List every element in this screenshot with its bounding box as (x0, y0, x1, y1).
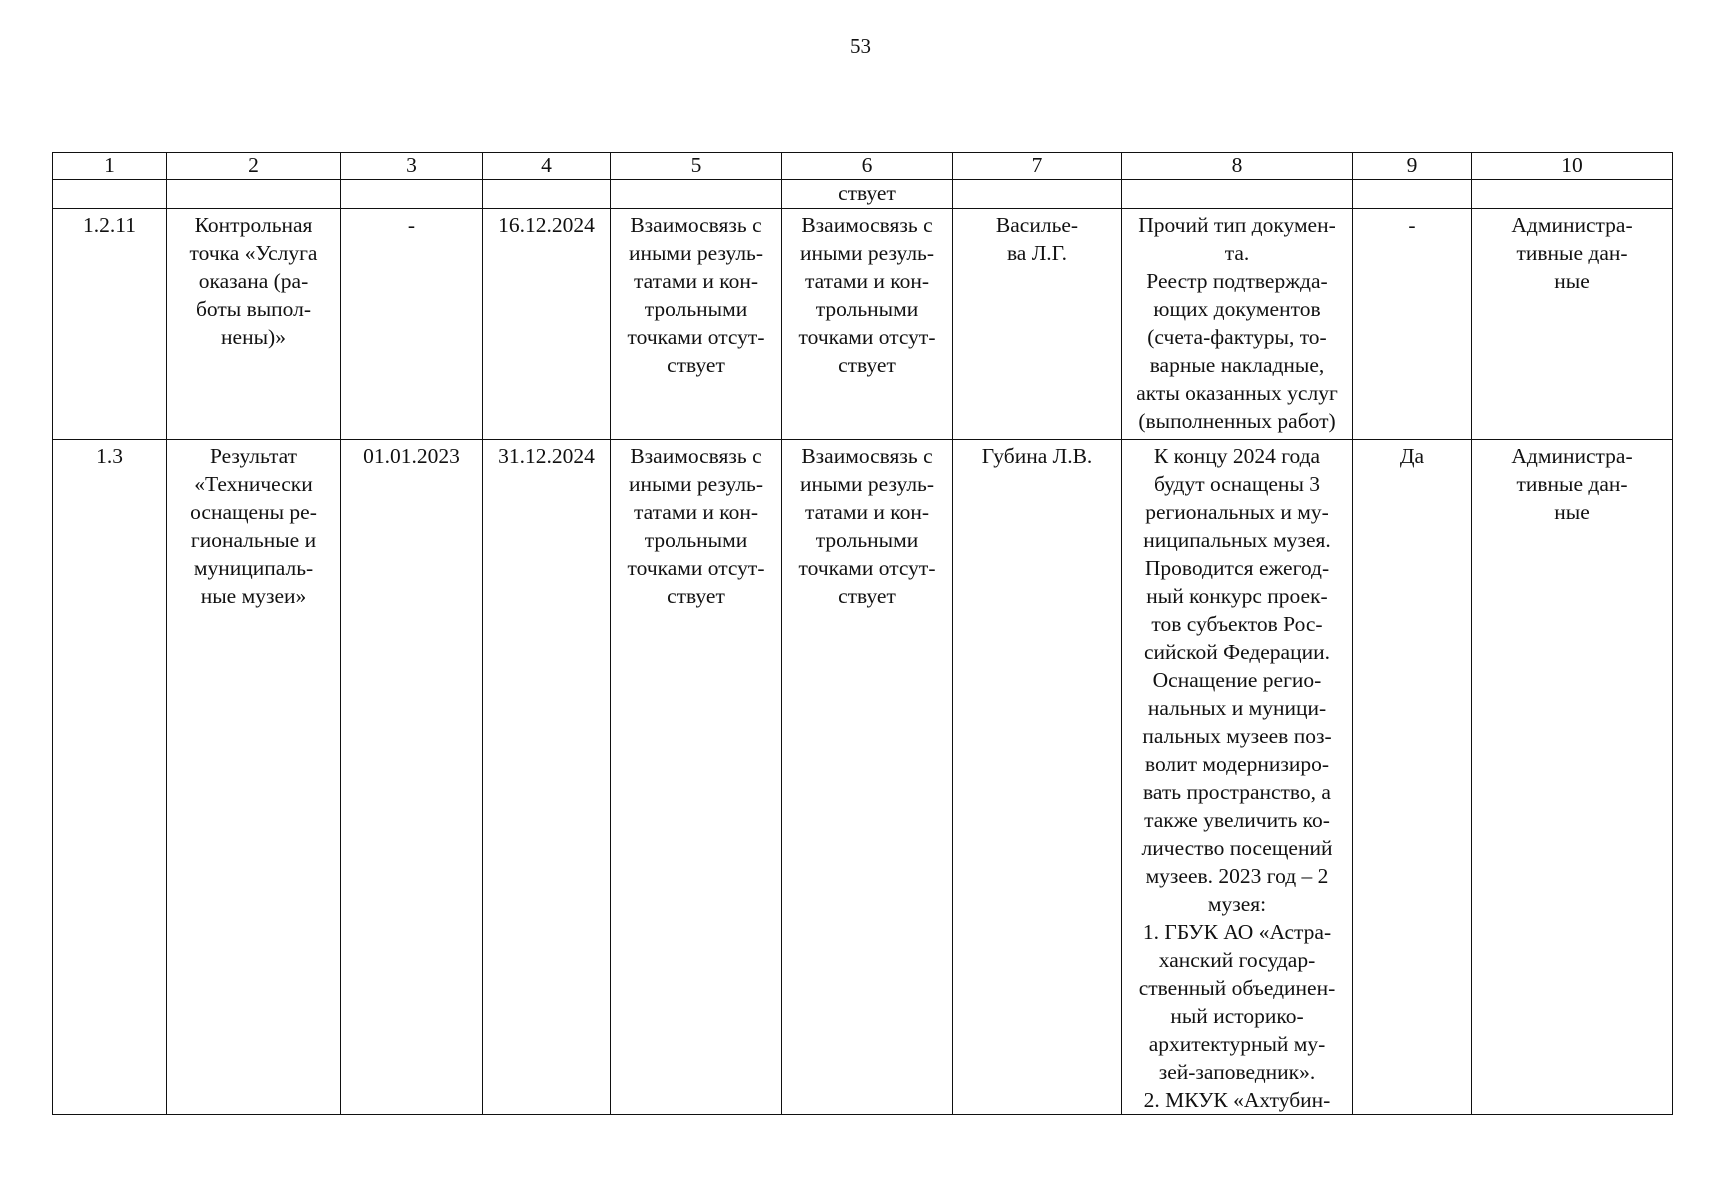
cell-text-line: точками отсут- (627, 556, 765, 580)
cell-text-line: та. (1224, 241, 1250, 265)
cell-text-line: точками отсут- (627, 325, 765, 349)
cell-text-line: тивные дан- (1516, 241, 1628, 265)
row-predecessors (611, 209, 782, 440)
cell-text-line: ниципальных музея. (1143, 528, 1331, 552)
cell-text-line: музеев. 2023 год – 2 (1145, 864, 1329, 888)
cell-text-line: боты выпол- (195, 297, 312, 321)
page-number: 53 (850, 34, 871, 58)
cell-text-line: музея: (1207, 892, 1267, 916)
cell-text-line: татами и кон- (634, 269, 758, 293)
cell-text-line: акты оказанных услуг (1136, 381, 1338, 405)
table-row (53, 209, 1673, 440)
cell (611, 180, 782, 209)
cell-text-line: Администра- (1511, 444, 1633, 468)
cell-text-line: 2. МКУК «Ахтубин- (1143, 1088, 1331, 1112)
cell-text-line: муниципаль- (193, 556, 314, 580)
row-end-date: 16.12.2024 (483, 209, 611, 440)
cell-text-line: татами и кон- (805, 500, 929, 524)
column-number-4: 4 (483, 153, 611, 180)
cell-text-line: ва Л.Г. (1006, 241, 1068, 265)
column-number-5: 5 (611, 153, 782, 180)
cell-text-line: татами и кон- (634, 500, 758, 524)
row-predecessors (611, 440, 782, 1115)
cell-text-line: волит модернизиро- (1144, 752, 1330, 776)
cell-text-line: Администра- (1511, 213, 1633, 237)
row-number: 1.3 (53, 440, 167, 1115)
cell-text-line: трольными (815, 528, 919, 552)
cell-text-line: К концу 2024 года (1153, 444, 1321, 468)
cell-text-line: Губина Л.В. (981, 444, 1093, 468)
cell-text-line: гиональные и (190, 528, 317, 552)
cell-text-line: ствует (838, 353, 896, 377)
cell-text-line: (выполненных работ) (1138, 409, 1336, 433)
cell-text-line: точка «Услуга (189, 241, 318, 265)
cell-text-line: ствует (667, 584, 725, 608)
continuation-text: ствует (782, 180, 953, 209)
cell-text-line: также увеличить ко- (1144, 808, 1330, 832)
cell-text-line: точками отсут- (798, 556, 936, 580)
cell-text-line: трольными (644, 297, 748, 321)
cell (1353, 180, 1472, 209)
cell-text-line: ющих документов (1153, 297, 1321, 321)
table-row (53, 440, 1673, 1115)
cell-text-line: «Технически (194, 472, 313, 496)
cell-text-line: Результат (209, 444, 298, 468)
cell (341, 180, 483, 209)
row-start-date: 01.01.2023 (341, 440, 483, 1115)
row-responsible (953, 440, 1122, 1115)
cell-text-line: будут оснащены 3 (1153, 472, 1321, 496)
cell-text-line: ные (1554, 500, 1590, 524)
row-start-date: - (341, 209, 483, 440)
cell (953, 180, 1122, 209)
cell-text-line: Взаимосвязь с (801, 213, 933, 237)
cell-text-line: оказана (ра- (198, 269, 309, 293)
cell (483, 180, 611, 209)
cell-text-line: иными резуль- (799, 472, 935, 496)
cell (1122, 180, 1353, 209)
cell-text-line: тивные дан- (1516, 472, 1628, 496)
cell-text-line: тов субъектов Рос- (1151, 612, 1323, 636)
cell-text-line: трольными (815, 297, 919, 321)
cell-text-line: Оснащение регио- (1152, 668, 1322, 692)
cell-text-line: Взаимосвязь с (801, 444, 933, 468)
column-number-2: 2 (167, 153, 341, 180)
cell-text-line: вать пространство, а (1143, 780, 1331, 804)
document-table (52, 152, 1673, 1115)
column-number-1: 1 (53, 153, 167, 180)
cell-text-line: пальных музеев поз- (1142, 724, 1332, 748)
row-flag: Да (1353, 440, 1472, 1115)
cell-text-line: иными резуль- (628, 472, 764, 496)
cell-text-line: ный историко- (1170, 1004, 1304, 1028)
cell-text-line: точками отсут- (798, 325, 936, 349)
cell-text-line: татами и кон- (805, 269, 929, 293)
cell-text-line: трольными (644, 528, 748, 552)
cell-text-line: ные музеи» (200, 584, 307, 608)
row-successors (782, 440, 953, 1115)
cell-text-line: Взаимосвязь с (630, 213, 762, 237)
cell-text-line: ные (1554, 269, 1590, 293)
row-end-date: 31.12.2024 (483, 440, 611, 1115)
row-info-source (1472, 209, 1673, 440)
row-number: 1.2.11 (53, 209, 167, 440)
cell (53, 180, 167, 209)
cell (167, 180, 341, 209)
cell-text-line: зей-заповедник». (1158, 1060, 1316, 1084)
cell (1472, 180, 1673, 209)
cell-text-line: ствует (667, 353, 725, 377)
cell-text-line: ствует (838, 584, 896, 608)
cell-text-line: личество посещений (1141, 836, 1333, 860)
cell-text-line: Проводится ежегод- (1144, 556, 1330, 580)
column-number-10: 10 (1472, 153, 1673, 180)
cell-text-line: иными резуль- (628, 241, 764, 265)
cell-text-line: иными резуль- (799, 241, 935, 265)
row-flag: - (1353, 209, 1472, 440)
cell-text-line: Реестр подтвержда- (1146, 269, 1328, 293)
cell-text-line: архитектурный му- (1148, 1032, 1326, 1056)
cell-text-line: нены)» (221, 325, 286, 349)
cell-text-line: Прочий тип докумен- (1138, 213, 1336, 237)
column-number-9: 9 (1353, 153, 1472, 180)
column-number-7: 7 (953, 153, 1122, 180)
cell-text-line: ханский государ- (1158, 948, 1316, 972)
cell-text-line: Контрольная (194, 213, 313, 237)
column-number-8: 8 (1122, 153, 1353, 180)
row-description (1122, 440, 1353, 1115)
cell-text-line: 1. ГБУК АО «Астра- (1142, 920, 1332, 944)
column-number-6: 6 (782, 153, 953, 180)
cell-text-line: варные накладные, (1149, 353, 1325, 377)
cell-text-line: ный конкурс проек- (1146, 584, 1328, 608)
row-info-source (1472, 440, 1673, 1115)
cell-text-line: сийской Федерации. (1144, 640, 1330, 664)
cell-text-line: Взаимосвязь с (630, 444, 762, 468)
column-number-3: 3 (341, 153, 483, 180)
row-successors (782, 209, 953, 440)
cell-text-line: оснащены ре- (190, 500, 317, 524)
cell-text-line: (счета-фактуры, то- (1147, 325, 1327, 349)
column-number-row (53, 153, 1673, 180)
row-name (167, 209, 341, 440)
row-name (167, 440, 341, 1115)
row-responsible (953, 209, 1122, 440)
cell-text-line: региональных и му- (1145, 500, 1329, 524)
continuation-row (53, 180, 1673, 209)
cell-text-line: ственный объединен- (1138, 976, 1336, 1000)
cell-text-line: Василье- (995, 213, 1079, 237)
cell-text-line: нальных и муници- (1147, 696, 1327, 720)
row-description (1122, 209, 1353, 440)
